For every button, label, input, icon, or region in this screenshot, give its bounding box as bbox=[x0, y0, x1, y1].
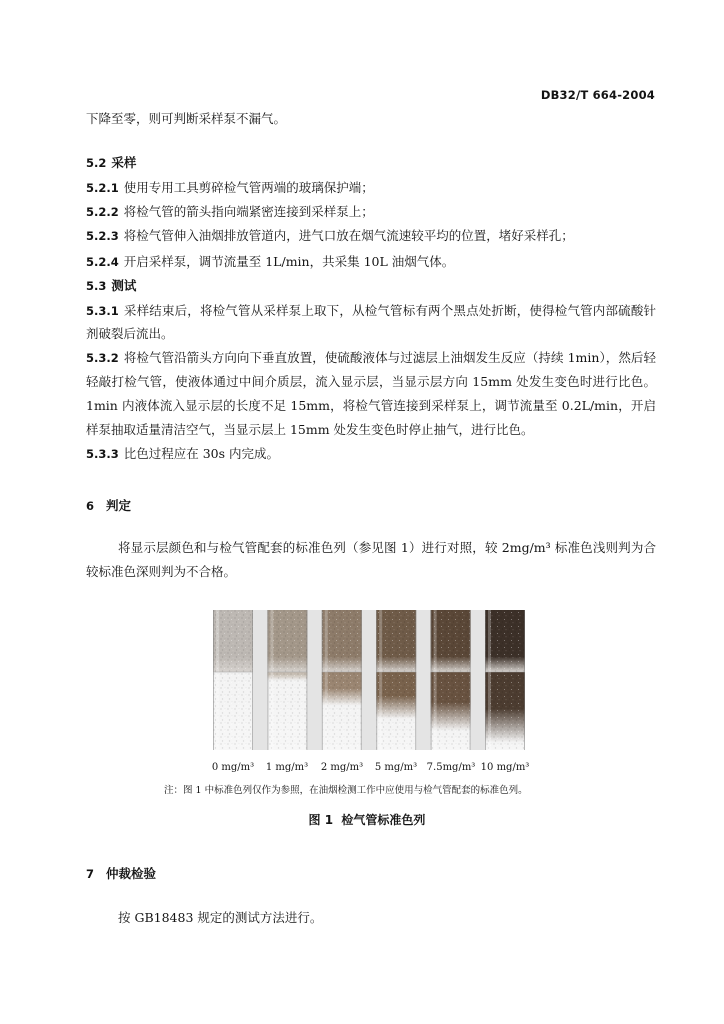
tube-glass-highlight bbox=[325, 610, 328, 750]
section-title: 测试 bbox=[111, 278, 137, 293]
standard-color-tube bbox=[376, 610, 416, 750]
tube-glass-highlight bbox=[488, 610, 491, 750]
standard-color-tube bbox=[431, 610, 471, 750]
tube-glass-highlight bbox=[270, 610, 273, 750]
clause-text: 将检气管沿箭头方向向下垂直放置，使硫酸液体与过滤层上油烟发生反应（持续 1min），然后轻 bbox=[123, 350, 656, 365]
section-6-paragraph-line-2: 较标准色深则判为不合格。 bbox=[86, 564, 237, 579]
section-6-paragraph-line-1: 将显示层颜色和与检气管配套的标准色列（参见图 1）进行对照，较 2mg/m³ 标准色浅则判为合 bbox=[118, 540, 656, 555]
clause-number: 5.3.1 bbox=[86, 304, 119, 318]
clause-text: 使用专用工具剪碎检气管两端的玻璃保护端； bbox=[123, 180, 374, 195]
section-7-paragraph: 按 GB18483 规定的测试方法进行。 bbox=[118, 910, 323, 925]
standard-color-tubes-image bbox=[213, 610, 525, 750]
photo-background bbox=[213, 610, 525, 750]
clause-text: 将检气管伸入油烟排放管道内，进气口放在烟气流速较平均的位置，堵好采样孔； bbox=[123, 228, 574, 243]
clause-number: 5.2.3 bbox=[86, 229, 119, 243]
clause-number: 5.3.3 bbox=[86, 447, 119, 461]
clause-5-3-2-line-1 bbox=[86, 349, 656, 366]
continuation-line: 下降至零，则可判断采样泵不漏气。 bbox=[86, 111, 287, 126]
tube-label: 2 mg/m³ bbox=[320, 762, 364, 773]
clause-text: 采样结束后，将检气管从采样泵上取下，从检气管标有两个黑点处折断，使得检气管内部硫酸针 bbox=[123, 303, 656, 318]
clause-5-3-2-line-4: 样泵抽取适量清洁空气，当显示层上 15mm 处发生变色时停止抽气，进行比色。 bbox=[86, 422, 534, 437]
clause-text: 比色过程应在 30s 内完成。 bbox=[123, 446, 280, 461]
tube-label: 1 mg/m³ bbox=[265, 762, 309, 773]
standard-color-tube bbox=[267, 610, 307, 750]
clause-5-3-1-line-2: 剂破裂后流出。 bbox=[86, 326, 174, 341]
tube-glass-highlight bbox=[434, 610, 437, 750]
clause-5-3-2-line-3: 1min 内液体流入显示层的长度不足 15mm，将检气管连接到采样泵上，调节流量至 0.2L/min，开启 bbox=[86, 398, 656, 413]
section-title: 采样 bbox=[111, 155, 137, 170]
clause-number: 5.3.2 bbox=[86, 351, 119, 365]
section-title: 仲裁检验 bbox=[106, 866, 157, 881]
standard-color-tube bbox=[322, 610, 362, 750]
clause-number: 5.2.2 bbox=[86, 205, 119, 219]
clause-text: 开启采样泵，调节流量至 1L/min，共采集 10L 油烟气体。 bbox=[123, 254, 455, 269]
tube-label: 7.5mg/m³ bbox=[426, 762, 476, 773]
clause-number: 5.2.4 bbox=[86, 255, 119, 269]
section-number: 5.3 bbox=[86, 279, 107, 293]
section-number: 6 bbox=[86, 499, 95, 513]
clause-5-2-1 bbox=[86, 179, 656, 196]
tube-label: 0 mg/m³ bbox=[211, 762, 255, 773]
standard-color-tube bbox=[213, 610, 253, 750]
tube-glass-highlight bbox=[379, 610, 382, 750]
section-5-2-heading bbox=[86, 154, 656, 171]
section-5-3-heading bbox=[86, 277, 656, 294]
section-number: 7 bbox=[86, 867, 95, 881]
tube-texture bbox=[376, 610, 416, 750]
clause-text: 将检气管的箭头指向端紧密连接到采样泵上； bbox=[123, 204, 374, 219]
clause-5-2-2 bbox=[86, 203, 656, 220]
tube-label: 5 mg/m³ bbox=[374, 762, 418, 773]
document-code-header: DB32/T 664-2004 bbox=[540, 88, 655, 102]
clause-number: 5.2.1 bbox=[86, 181, 119, 195]
section-7-heading bbox=[86, 865, 656, 882]
tube-label: 10 mg/m³ bbox=[480, 762, 530, 773]
clause-5-2-3 bbox=[86, 227, 656, 244]
section-number: 5.2 bbox=[86, 156, 107, 170]
section-title: 判定 bbox=[106, 498, 132, 513]
section-6-heading bbox=[86, 497, 656, 514]
tube-glass-highlight bbox=[216, 610, 219, 750]
clause-5-2-4 bbox=[86, 253, 656, 270]
clause-5-3-1-line-1 bbox=[86, 302, 656, 319]
clause-5-3-2-line-2: 轻敲打检气管，使液体通过中间介质层，流入显示层，当显示层方向 15mm 处发生变色时进行比色。 bbox=[86, 374, 656, 389]
clause-5-3-3 bbox=[86, 445, 656, 462]
figure-caption: 图 1 检气管标准色列 bbox=[308, 813, 426, 827]
standard-color-tube bbox=[485, 610, 525, 750]
figure-note: 注：图 1 中标准色列仅作为参照，在油烟检测工作中应使用与检气管配套的标准色列。 bbox=[164, 785, 528, 796]
